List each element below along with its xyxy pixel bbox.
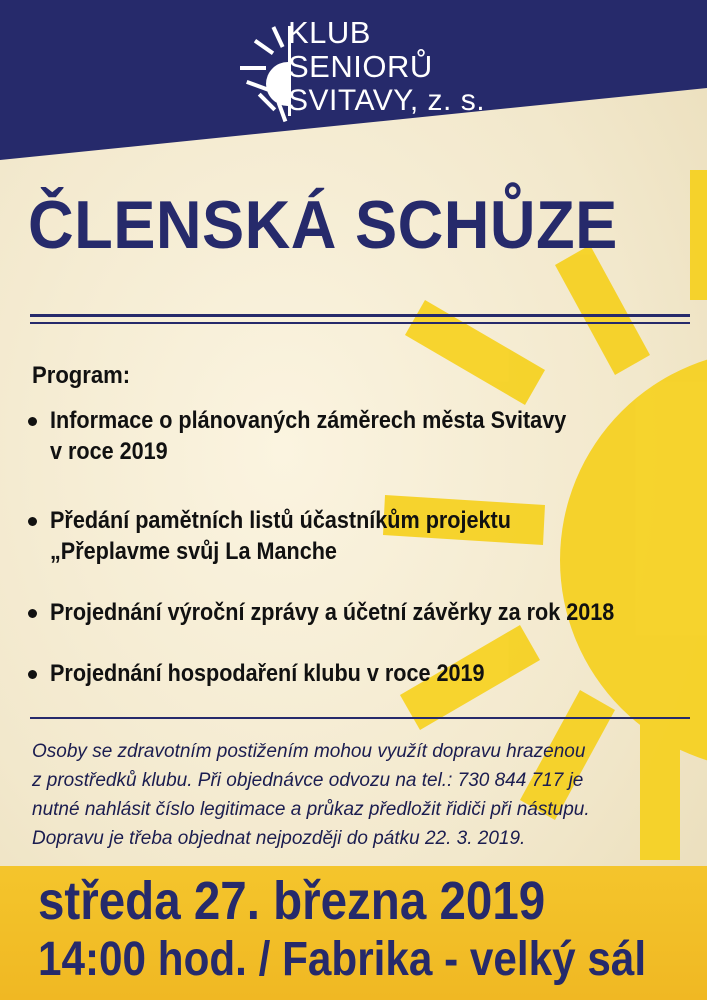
event-date: středa 27. března 2019 [38, 871, 546, 931]
title-divider-top [30, 314, 690, 317]
program-item [28, 597, 698, 629]
note-line: Osoby se zdravotním postižením mohou využít dopravu hrazenou [32, 741, 586, 762]
program-item-text [50, 505, 511, 567]
program-item [28, 405, 698, 469]
bullet-icon [28, 609, 37, 618]
program-item-text [50, 405, 566, 467]
program-item-line: Projednání výroční zprávy a účetní závěrky za rok 2018 [50, 599, 615, 626]
logo-line-senioru: SENIORŮ [288, 49, 433, 84]
poster-title: ČLENSKÁ SCHŮZE [28, 187, 618, 263]
program-item [28, 505, 698, 569]
note-line: nutné nahlásit číslo legitimace a průkaz předložit řidiči při nástupu. [32, 799, 590, 820]
bullet-icon [28, 417, 37, 426]
program-item-line: „Přeplavme svůj La Manche [50, 538, 337, 565]
logo-line-svitavy: SVITAVY, z. s. [288, 84, 486, 117]
program-item-line: v roce 2019 [50, 438, 168, 465]
event-time-place: 14:00 hod. / Fabrika - velký sál [38, 933, 647, 986]
club-logo-text [288, 16, 485, 118]
program-item-line: Projednání hospodaření klubu v roce 2019 [50, 660, 485, 687]
note-line: Dopravu je třeba objednat nejpozději do pátku 22. 3. 2019. [32, 828, 526, 849]
note-divider [30, 717, 690, 719]
transport-note [32, 737, 682, 853]
bullet-icon [28, 670, 37, 679]
bullet-icon [28, 517, 37, 526]
title-divider-bottom [30, 322, 690, 324]
program-item [28, 658, 698, 690]
logo-line-klub: KLUB [288, 15, 371, 50]
note-line: z prostředků klubu. Při objednávce odvozu na tel.: 730 844 717 je [32, 770, 584, 791]
program-label: Program: [32, 362, 131, 389]
program-item-text [50, 658, 485, 689]
program-item-text [50, 597, 614, 628]
program-item-line: Informace o plánovaných záměrech města Svitavy [50, 407, 567, 434]
program-item-line: Předání pamětních listů účastníkům projektu [50, 507, 511, 534]
